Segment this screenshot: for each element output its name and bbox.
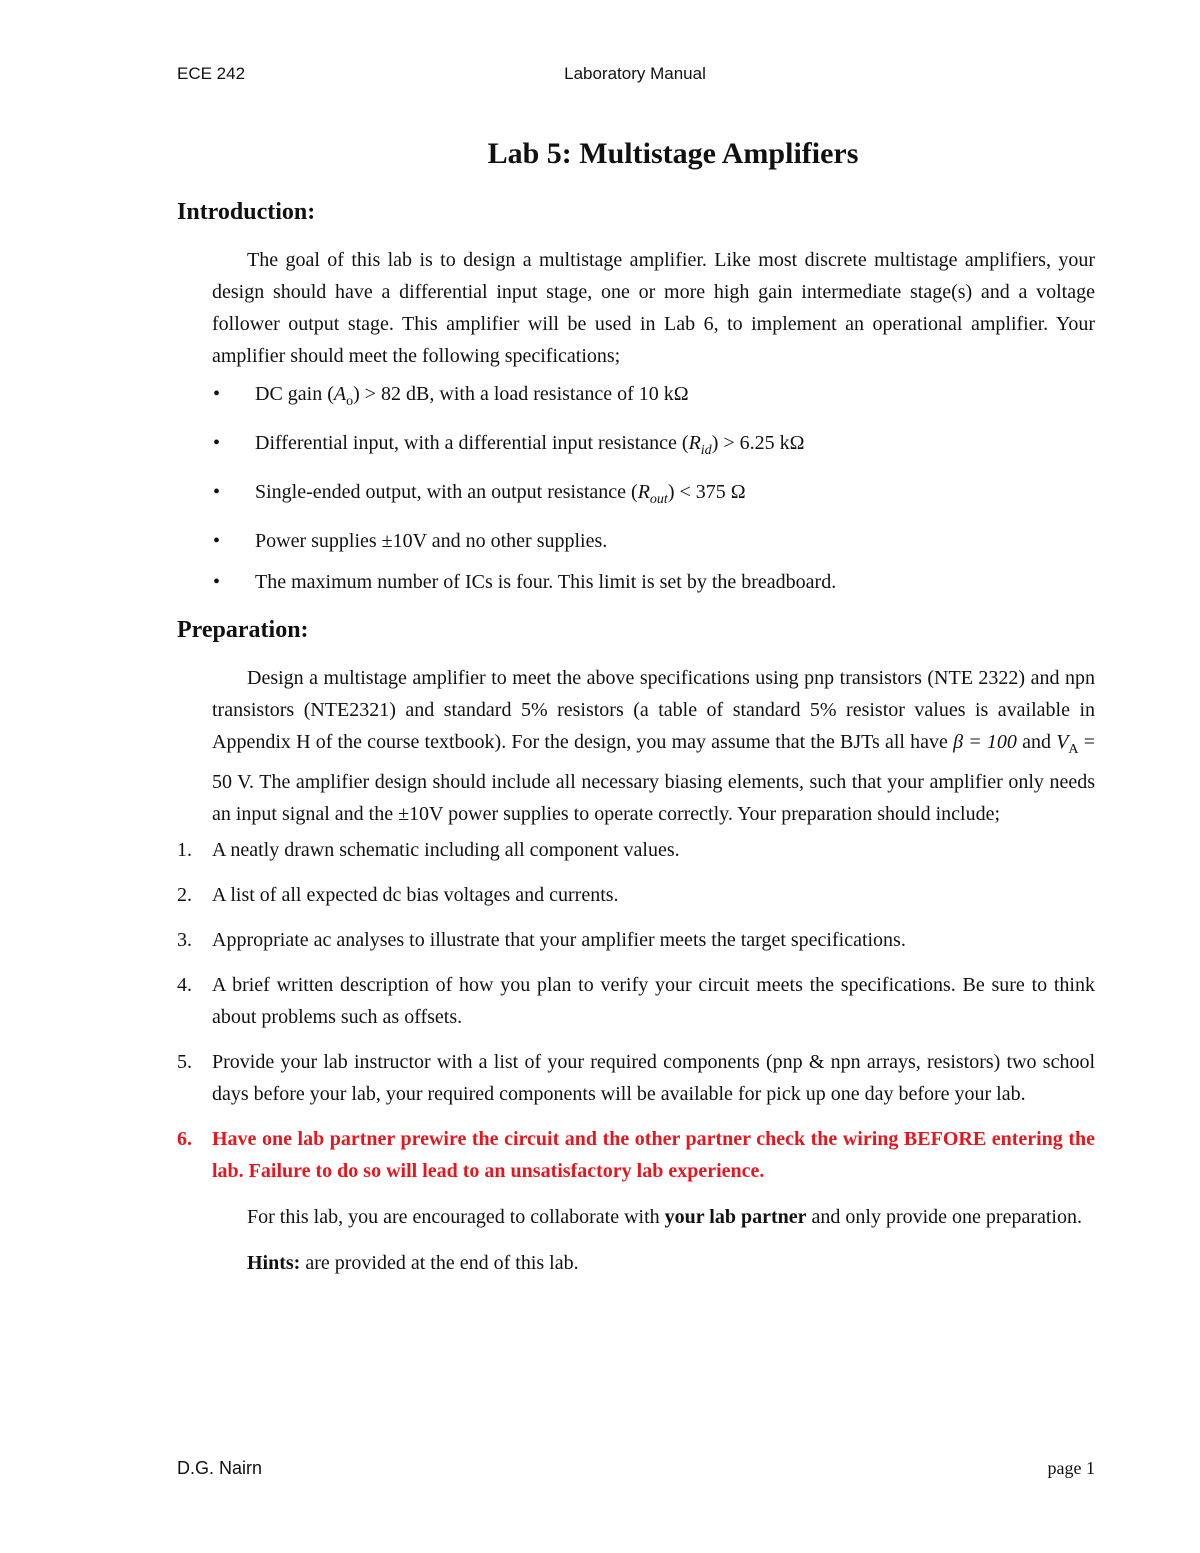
- spec-power-supplies: • Power supplies ±10V and no other supplies.: [255, 525, 1095, 557]
- specification-list: [177, 378, 1095, 598]
- hints-note: Hints: are provided at the end of this lab.: [247, 1252, 579, 1274]
- preparation-heading: Preparation:: [177, 617, 309, 643]
- collaboration-note: For this lab, you are encouraged to collaborate with your lab partner and only provide one preparation.: [247, 1206, 1082, 1228]
- preparation-steps: [177, 834, 1095, 1187]
- footer-author: D.G. Nairn: [177, 1458, 263, 1478]
- spec-output-resistance: • Single-ended output, with an output resistance $(R_{out}) < 375$ Ω: [255, 476, 1095, 516]
- step-item: 4. A brief written description of how you plan to verify your circuit meets the specifications. Be sure to think about problems such as offsets.: [177, 974, 1095, 1028]
- introduction-paragraph: The goal of this lab is to design a multistage amplifier. Like most discrete multistage amplifiers, your design should have a differential input stage, one or more high gain intermediate stage(s) and a voltage follower output stage. This amplifier will be used in Lab 6, to implement an operational amplifier. Your amplifier should meet the following specifications;: [212, 249, 1095, 367]
- spec-input-resistance: • Differential input, with a differential input resistance $(R_{id}) > 6.25$ kΩ: [255, 427, 1095, 467]
- introduction-heading: Introduction:: [177, 199, 316, 225]
- step-item: 1. A neatly drawn schematic including all component values.: [177, 839, 680, 861]
- spec-ic-limit: • The maximum number of ICs is four. This limit is set by the breadboard.: [255, 566, 1095, 598]
- step-item: 3. Appropriate ac analyses to illustrate that your amplifier meets the target specifications.: [177, 929, 906, 951]
- step-item: 2. A list of all expected dc bias voltages and currents.: [177, 884, 619, 906]
- header-manual-title: Laboratory Manual: [564, 64, 706, 83]
- step-item-warning: 6. Have one lab partner prewire the circuit and the other partner check the wiring BEFORE entering the lab. Failure to do so will lead to an unsatisfactory lab experience.: [177, 1128, 1095, 1182]
- page-title: Lab 5: Multistage Amplifiers: [487, 137, 859, 170]
- spec-dc-gain: • DC gain $(A_o) > 82$ dB, with a load resistance of 10 kΩ: [255, 378, 1095, 418]
- document-body: [177, 134, 1095, 1279]
- footer-page-number: page 1: [1047, 1458, 1095, 1478]
- header-course: ECE 242: [177, 64, 246, 83]
- step-item: 5. Provide your lab instructor with a list of your required components (pnp & npn arrays, resistors) two school days before your lab, your required components will be available for pick up one day before your lab.: [177, 1051, 1095, 1105]
- preparation-paragraph: Design a multistage amplifier to meet the above specifications using pnp transistors (NTE 2322) and npn transistors (NTE2321) and standard 5% resistors (a table of standard 5% resistor values is available in Appendix H of the course textbook). For the design, you may assume that the BJTs all have β = 100 and $V_A = 50$ V. The amplifier design should include all necessary biasing elements, such that your amplifier only needs an input signal and the ±10V power supplies to operate correctly. Your preparation should include;: [212, 667, 1095, 825]
